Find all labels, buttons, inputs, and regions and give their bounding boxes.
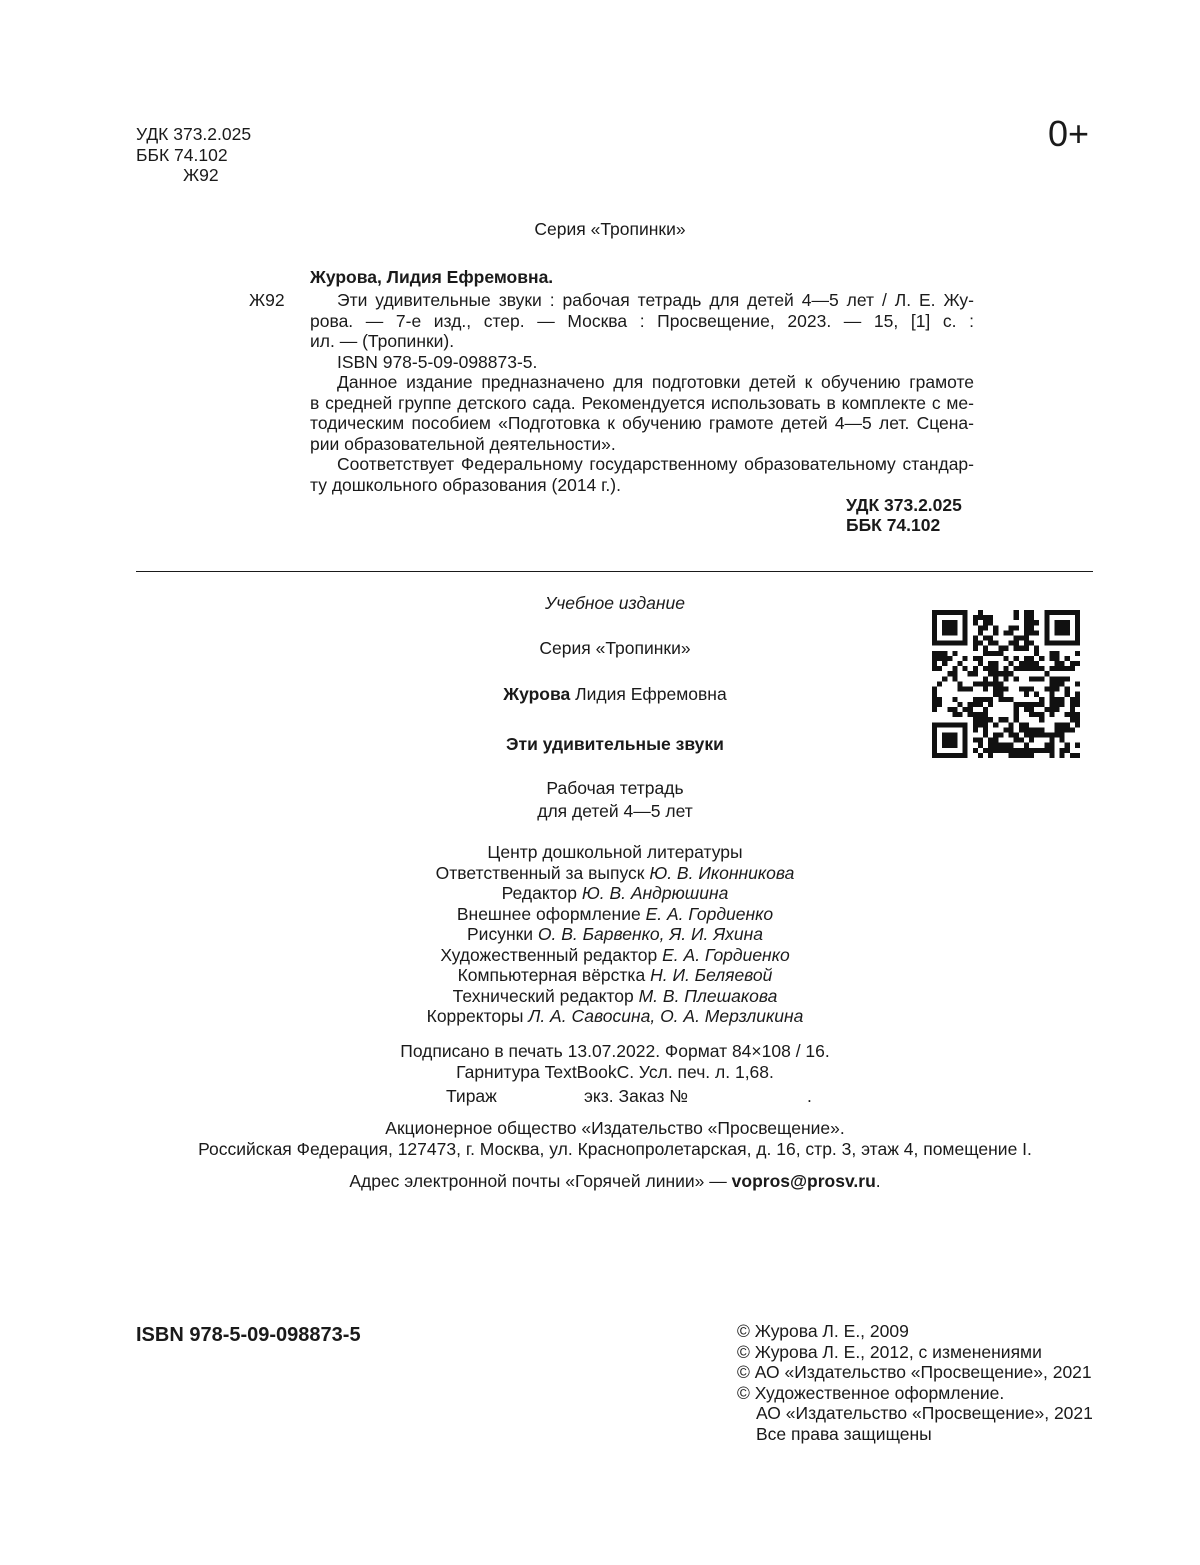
credit-role: Рисунки: [467, 924, 538, 944]
email-suffix: .: [875, 1171, 881, 1191]
biblio-standard-line: Соответствует Федеральному государственному образовательному стандар-: [337, 454, 974, 474]
credit-line: [330, 904, 900, 925]
publisher-name: Акционерное общество «Издательство «Просвещение».: [385, 1118, 845, 1138]
copyright-line: © Художественное оформление.: [737, 1382, 1005, 1403]
author-sign-top: Ж92: [183, 165, 219, 185]
credit-role: Корректоры: [426, 1006, 529, 1026]
biblio-bbk: ББК 74.102: [846, 515, 941, 535]
udk-code-top: УДК 373.2.025: [136, 124, 252, 144]
print-info-line: Подписано в печать 13.07.2022. Формат 84×108 / 16.: [400, 1041, 830, 1061]
qr-code: [932, 610, 1080, 758]
copyright-line: © АО «Издательство «Просвещение», 2021: [737, 1362, 1092, 1382]
order-end-dot: .: [807, 1086, 812, 1106]
credit-line: [330, 965, 900, 986]
imprint-title: Эти удивительные звуки: [506, 734, 724, 754]
credit-line: [330, 883, 900, 904]
credit-name: О. В. Барвенко, Я. И. Яхина: [537, 924, 763, 944]
credit-name: М. В. Плешакова: [638, 985, 778, 1006]
biblio-annotation-line: в средней группе детского сада. Рекомендуется использовать в комплекте с ме-: [310, 392, 974, 413]
credit-line: [330, 1006, 900, 1027]
imprint-series: Серия «Тропинки»: [539, 638, 691, 658]
credit-role: Компьютерная вёрстка: [457, 965, 651, 985]
edition-type: Учебное издание: [545, 593, 685, 613]
rights-reserved: Все права защищены: [756, 1423, 932, 1444]
copyright-line: АО «Издательство «Просвещение», 2021: [756, 1403, 1093, 1423]
biblio-annotation-line: тодическим пособием «Подготовка к обучению грамоте детей 4—5 лет. Сцена-: [310, 413, 974, 433]
biblio-standard-line: ту дошкольного образования (2014 г.).: [310, 474, 621, 495]
credit-role: Редактор: [501, 883, 582, 903]
biblio-isbn: ISBN 978-5-09-098873-5.: [337, 351, 538, 372]
credit-role: Центр дошкольной литературы: [487, 842, 743, 862]
credit-line: [330, 945, 900, 966]
credit-role: Художественный редактор: [440, 944, 663, 965]
series-top: Серия «Тропинки»: [534, 219, 686, 239]
biblio-udk: УДК 373.2.025: [846, 495, 962, 515]
copyright-block: [737, 1321, 1093, 1444]
biblio-description-line: ил. — (Тропинки).: [310, 331, 455, 351]
credit-name: Л. А. Савосина, О. А. Мерзликина: [528, 1006, 804, 1026]
imprint-author: [400, 684, 830, 705]
credit-role: Внешнее оформление: [456, 903, 646, 924]
biblio-annotation-line: рии образовательной деятельности».: [310, 433, 616, 454]
isbn-bottom: ISBN 978-5-09-098873-5: [136, 1324, 361, 1346]
credit-line: [330, 863, 900, 884]
credit-line: [330, 986, 900, 1007]
email-prefix: Адрес электронной почты «Горячей линии» —: [349, 1171, 732, 1191]
biblio-description-line: Эти удивительные звуки : рабочая тетрадь для детей 4—5 лет / Л. Е. Жу-: [337, 290, 974, 310]
biblio-author-heading: Журова, Лидия Ефремовна.: [310, 267, 554, 287]
credit-line: [330, 924, 900, 945]
print-info-line: Гарнитура TextBookC. Усл. печ. л. 1,68.: [456, 1062, 774, 1082]
age-rating: 0+: [1048, 113, 1090, 154]
credit-line: [330, 842, 900, 863]
copyright-line: © Журова Л. Е., 2009: [737, 1321, 909, 1341]
section-divider: [136, 571, 1093, 572]
credit-name: Ю. В. Иконникова: [649, 862, 795, 883]
credit-role: Ответственный за выпуск: [435, 862, 650, 883]
tirazh-label: Тираж: [446, 1086, 497, 1106]
credit-name: Е. А. Гордиенко: [662, 944, 790, 965]
bbk-code-top: ББК 74.102: [136, 145, 228, 165]
credit-role: Технический редактор: [452, 985, 639, 1006]
hotline-email-line: [150, 1171, 1080, 1192]
imprint-author-surname: Журова: [503, 684, 571, 704]
credit-name: Н. И. Беляевой: [650, 965, 773, 985]
biblio-author-sign: Ж92: [249, 290, 285, 310]
imprint-subtitle-line: Рабочая тетрадь: [546, 778, 684, 798]
imprint-author-name: Лидия Ефремовна: [570, 684, 727, 704]
imprint-subtitle-line: для детей 4—5 лет: [537, 801, 693, 821]
order-label: экз. Заказ №: [584, 1086, 689, 1106]
credit-name: Е. А. Гордиенко: [645, 903, 774, 924]
copyright-line: © Журова Л. Е., 2012, с изменениями: [737, 1341, 1042, 1362]
biblio-description: [310, 290, 974, 495]
credit-name: Ю. В. Андрюшина: [581, 883, 729, 903]
biblio-annotation-line: Данное издание предназначено для подготовки детей к обучению грамоте: [337, 372, 974, 392]
publisher-address: Российская Федерация, 127473, г. Москва, ул. Краснопролетарская, д. 16, стр. 3, этаж 4, помещение I.: [198, 1139, 1032, 1159]
credits-list: [330, 842, 900, 1027]
biblio-description-line: рова. — 7-е изд., стер. — Москва : Просвещение, 2023. — 15, [1] с. :: [310, 310, 974, 331]
email-address: vopros@prosv.ru: [731, 1171, 876, 1191]
